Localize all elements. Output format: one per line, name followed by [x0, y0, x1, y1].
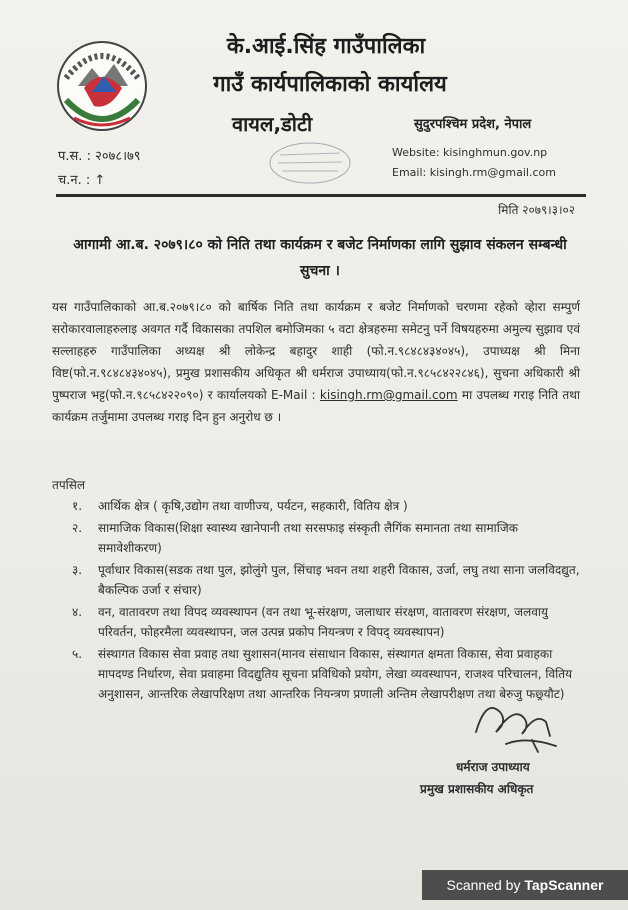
list-item-number: २. — [72, 521, 83, 535]
body-text: यस गाउँपालिकाको आ.ब.२०७९।८० को बार्षिक निति तथा कार्यक्रम र बजेट निर्माणको चरणमा रहेको व्हेारा सम्पुर्ण सरोकारवालाहरुलाइ अवगत गर्दै विकासका तपशिल बमोजिमका ५ वटा क्षेत्रहरुमा समेटनु पर्ने विषयहरुमा अमुल्य सुझाव एवं सल्लाहहरु गाउँपालिका अध्यक्ष श्री लोकेन्द्र बहादुर शाही (फो.न.९८४८४३४०४५), उपाध्यक्ष श्री मिना विष्ट(फो.न.९८४८४३४०४५), प्रमुख प्रशासकीय अधिकृत श्री धर्मराज उपाध्याय(फो.न.९८५८४२२८४६), सुचना अधिकारी श्री पुष्पराज भट्ट(फो.न.९८५८४२२०९०) र कार्यालयको E-Mail : — [52, 300, 580, 402]
list-item-number: ४. — [72, 605, 83, 619]
province-label: सुदुरपश्चिम प्रदेश, नेपाल — [414, 117, 532, 132]
list-item-number: ५. — [72, 647, 83, 661]
list-item-text: वन, वातावरण तथा विपद व्यवस्थापन (वन तथा भू-संरक्षण, जलाधार संरक्षण, वातावरण संरक्षण, जलवायु परिवर्तन, फोहरमैला व्यवस्थापन, जल उत्पन्न प्रकोप नियन्त्रण र विपद् व्यवस्थापन) — [98, 605, 548, 639]
watermark-brand: TapScanner — [524, 877, 604, 893]
email-text: Email: kisingh.rm@gmail.com — [392, 166, 556, 179]
list-item-text: संस्थागत विकास सेवा प्रवाह तथा सुशासन(मानव संसाधान विकास, संस्थागत क्षमता विकास, सेवा प्रवाहका मापदण्ड निर्धारण, सेवा प्रवाहमा विदद्युतिय सूचना प्रविधिको प्रयोग, लेखा व्यवस्थापन, राजश्व परिचालन, वितिय अनुशासन, आन्तरिक लेखापरिक्षण तथा आन्तरिक नियन्त्रण प्रणाली अन्तिम लेखापरीक्षण तथा बेरुजु फछ्र्यौट) — [98, 647, 573, 701]
website-text: Website: kisinghmun.gov.np — [392, 146, 548, 159]
list-item-text: सामाजिक विकास(शिक्षा स्वास्थ्य खानेपानी तथा सरसफाइ संस्कृती लैगिंक समानता तथा सामाजिक समावेशीकरण) — [98, 521, 519, 555]
letter-number: प.स. : २०७८।७९ — [58, 149, 141, 164]
signature-mark — [466, 692, 566, 754]
office-stamp — [264, 140, 356, 186]
signer-name: धर्मराज उपाध्याय — [456, 760, 530, 774]
list-item — [72, 496, 582, 516]
office-subtitle: गाउँ कार्यपालिकाको कार्यालय — [213, 72, 447, 97]
body-text-end: मा उपलब्ध गराइ निति तथा कार्यक्रम तर्जुमामा उपलब्ध गराइ दिन हुन अनुरोध छ । — [52, 388, 580, 424]
office-name: के.आई.सिंह गाउँपालिका — [226, 34, 426, 59]
letter-date: मिति २०७९।३।०२ — [498, 203, 575, 217]
header-divider — [56, 194, 586, 197]
office-address: वायल,डोटी — [232, 112, 313, 136]
list-item-text: आर्थिक क्षेत्र ( कृषि,उद्योग तथा वाणीज्य, पर्यटन, सहकारी, वितिय क्षेत्र ) — [98, 499, 408, 513]
body-email-link[interactable]: kisingh.rm@gmail.com — [319, 388, 458, 402]
dispatch-number: च.न. : ↑ — [58, 173, 106, 188]
list-item — [72, 560, 582, 600]
watermark-prefix: Scanned by — [446, 877, 525, 893]
notice-body — [52, 296, 580, 428]
list-item-number: १. — [72, 499, 83, 513]
notice-subject: आगामी आ.ब. २०७९।८० को निति तथा कार्यक्रम र बजेट निर्माणका लागि सुझाव संकलन सम्बन्धी सुचना । — [73, 237, 567, 279]
list-item-text: पूर्वाधार विकास(सडक तथा पुल, झोलुंगे पुल, सिंचाइ भवन तथा शहरी विकास, उर्जा, लघु तथा साना जलविदद्युत, बैकल्पिक उर्जा र संचार) — [98, 563, 580, 597]
scanner-watermark — [422, 870, 628, 900]
schedule-label: तपसिल — [52, 478, 86, 492]
list-item — [72, 518, 582, 558]
sector-list — [72, 496, 582, 706]
signer-title: प्रमुख प्रशासकीय अधिकृत — [420, 782, 534, 796]
list-item — [72, 602, 582, 642]
nepal-emblem-logo — [44, 26, 160, 142]
list-item-number: ३. — [72, 563, 83, 577]
